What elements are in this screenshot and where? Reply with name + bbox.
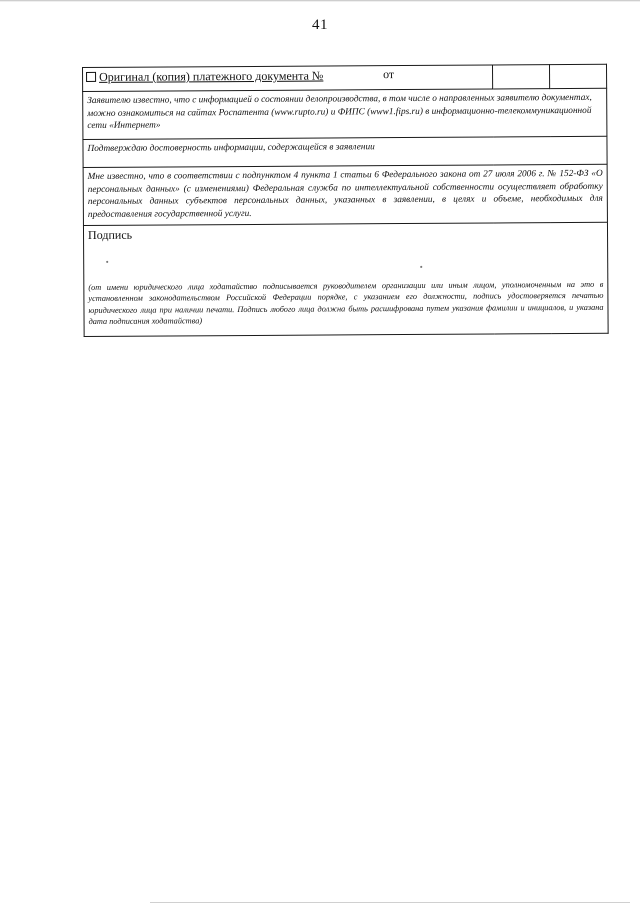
payment-extra-cell-1[interactable]: [492, 65, 549, 89]
page-edge-bottom: [150, 902, 630, 903]
signature-title: Подпись: [87, 227, 133, 242]
payment-date-label: от: [383, 67, 395, 82]
confirmation-row: [83, 136, 607, 167]
personal-data-consent-text: Мне известно, что в соответствии с подпунктом 4 пункта 1 статьи 6 Федерального закона от 27 июля 2006 г. № 152-ФЗ «О персональных данных» (с изменениями) Федеральная служба по интеллектуальной собственности осуществляет обработку персональных данных субъектов персональных данных, указанных в заявлении, в целях и объеме, необходимых для предоставления государственной услуги.: [83, 164, 607, 225]
scan-speck: [106, 261, 108, 263]
signature-row: [83, 222, 608, 336]
payment-document-checkbox[interactable]: [86, 72, 96, 82]
signature-cell[interactable]: [83, 222, 608, 336]
notice-info-text: Заявителю известно, что с информацией о состоянии делопроизводства, в том числе о направленных заявителю документах, можно ознакомиться на сайтах Роспатента (www.rupto.ru) и ФИПС (www1.fips.ru) в информационно-телекоммуникационной сети «Интернет»: [83, 88, 607, 139]
page-edge-top: [0, 0, 640, 2]
form-table: [82, 64, 609, 337]
application-form-section: [82, 64, 608, 337]
page-number: 41: [312, 17, 328, 33]
payment-document-row: [83, 64, 607, 91]
personal-data-row: [83, 164, 607, 225]
notice-info-row: [83, 88, 607, 139]
payment-extra-cell-2[interactable]: [549, 64, 606, 88]
confirmation-text: Подтверждаю достоверность информации, содержащейся в заявлении: [83, 136, 607, 167]
scan-speck: [420, 266, 422, 268]
payment-document-cell: [83, 65, 493, 92]
signature-note: (от имени юридического лица ходатайство подписывается руководителем организации или иным лицом, уполномоченным на это в установленном законодательством Российской Федерации порядке, с указанием его должности, подпись удостоверяется печатью юридического лица при наличии печати. Подпись любого лица должна быть расшифрована путем указания фамилии и инициалов, и указана дата подписания ходатайства): [88, 279, 604, 326]
payment-document-label: Оригинал (копия) платежного документа №: [99, 68, 324, 84]
